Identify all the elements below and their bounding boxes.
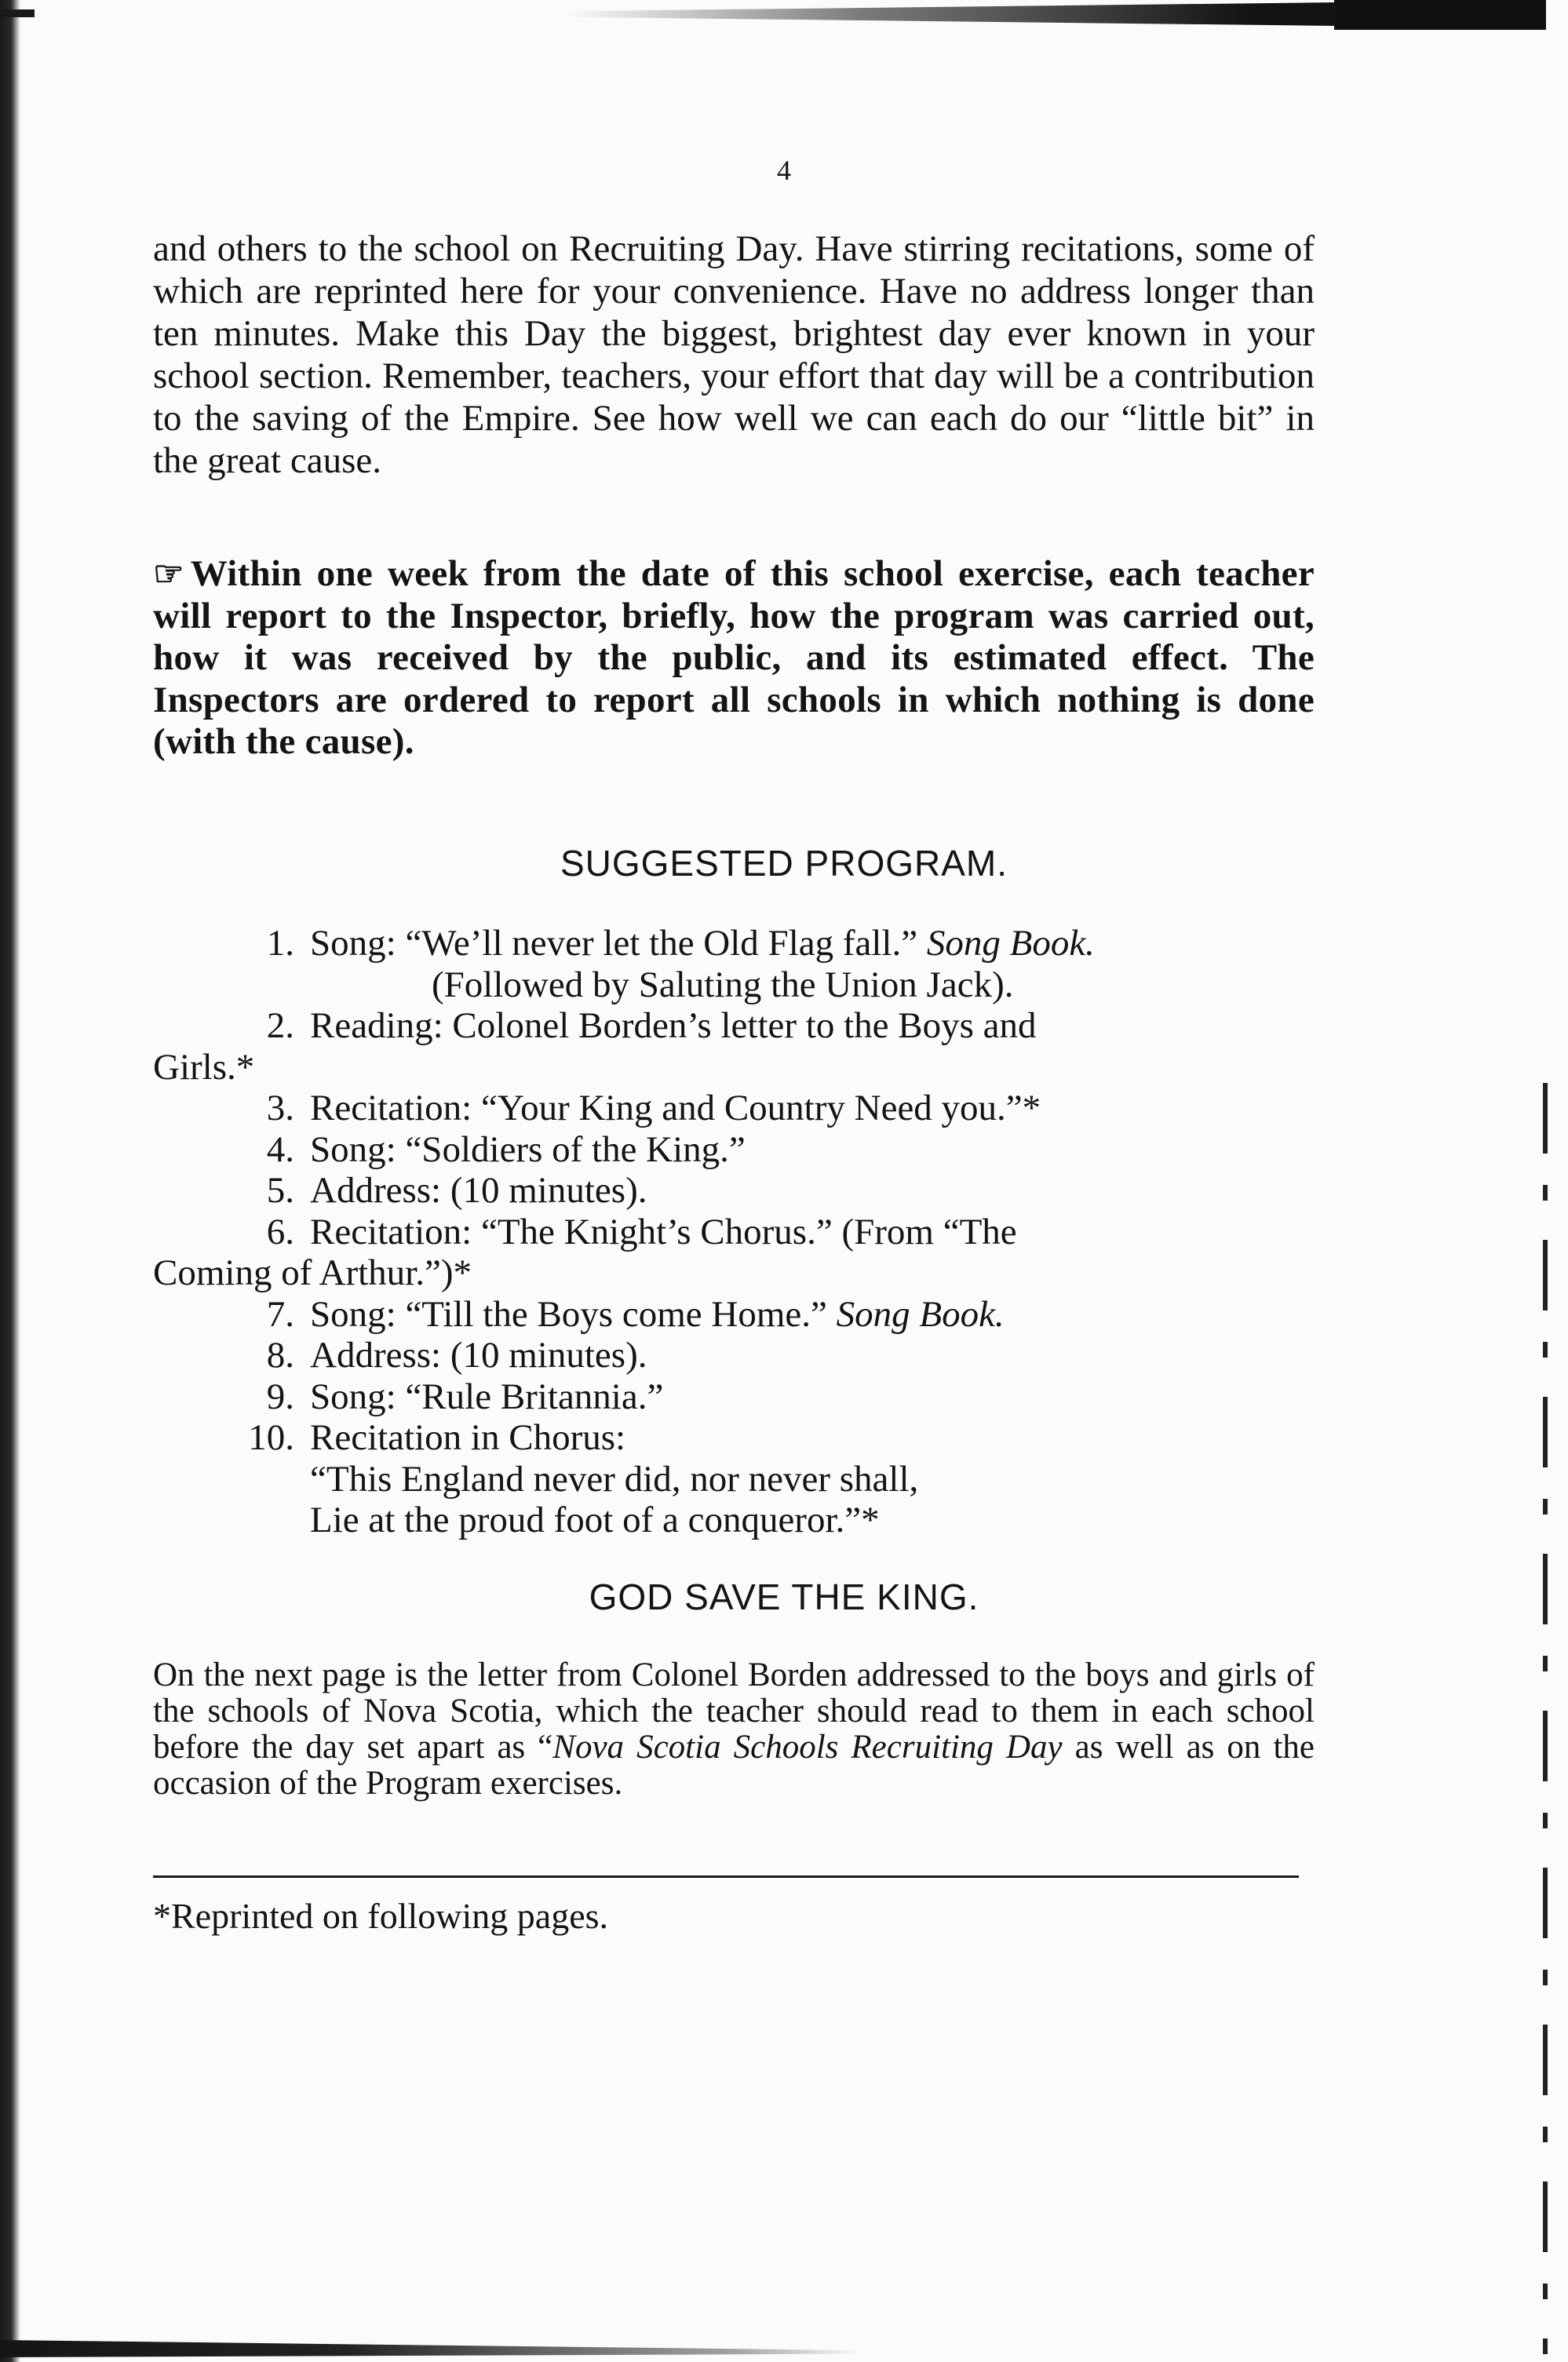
program-heading: SUGGESTED PROGRAM. [560, 843, 1008, 884]
program-item-text: Address: (10 minutes). [310, 1335, 647, 1376]
program-item-8 [153, 1335, 1315, 1376]
program-item-continuation: Girls.* [153, 1046, 255, 1088]
letter-note-day-name: Nova Scotia Schools Recruiting Day [552, 1729, 1063, 1766]
letter-note-text: On the next page is the letter from Colonel Borden addressed to the boys and girls of the schools of Nova Scotia, which the teacher should read to them in each school before the day set apart as “ [153, 1657, 1315, 1766]
program-item-text: Recitation in Chorus: [310, 1417, 626, 1458]
program-item-text: Recitation: “The Knight’s Chorus.” (From “The [310, 1211, 1017, 1252]
letter-note-paragraph [153, 1657, 1315, 1802]
program-item-number: 8. [266, 1335, 294, 1376]
scan-edge-left [0, 0, 20, 2362]
footnote-divider [153, 1875, 1299, 1878]
footnote: *Reprinted on following pages. [153, 1896, 609, 1936]
program-item-5 [153, 1170, 1315, 1212]
program-item-text: Recitation: “Your King and Country Need you.”* [310, 1088, 1041, 1128]
program-item-note: (Followed by Saluting the Union Jack). [432, 964, 1014, 1005]
program-item-9 [153, 1376, 1315, 1418]
program-item-3 [153, 1088, 1315, 1129]
closing-heading: GOD SAVE THE KING. [589, 1576, 979, 1617]
program-list [153, 923, 1315, 1541]
program-item-6 [153, 1212, 1315, 1294]
program-item-2 [153, 1005, 1315, 1088]
program-item-text: Address: (10 minutes). [310, 1170, 647, 1211]
pointing-hand-icon: ☞ [153, 555, 184, 593]
program-item-4 [153, 1129, 1315, 1171]
program-item-text: Song: “We’ll never let the Old Flag fall.” [310, 923, 918, 964]
program-item-1 [153, 923, 1315, 1005]
scan-edge-notch [0, 9, 35, 17]
program-item-text: Reading: Colonel Borden’s letter to the Boys and [310, 1005, 1037, 1046]
verse-line-2: Lie at the proud foot of a conqueror.”* [310, 1500, 880, 1540]
program-item-number: 9. [266, 1376, 294, 1417]
scan-edge-right [1543, 1083, 1548, 2354]
program-item-number: 5. [266, 1170, 294, 1211]
program-item-text: Song: “Soldiers of the King.” [310, 1128, 746, 1170]
program-item-7 [153, 1294, 1315, 1336]
program-item-text: Song: “Rule Britannia.” [310, 1376, 664, 1417]
program-item-continuation: Coming of Arthur.”)* [153, 1252, 472, 1293]
verse-line-1: “This England never did, nor never shall, [310, 1458, 919, 1500]
intro-paragraph: and others to the school on Recruiting Day. Have stirring recitations, some of which are reprinted here for your convenience. Have no address longer than ten minutes. Make this Day the biggest, brightest day ever known in your school section. Remember, teachers, your effort that day will be a contribution to the saving of the Empire. See how well we can each do our “little bit” in the great cause. [153, 228, 1315, 481]
program-item-source: Song Book. [926, 923, 1095, 964]
program-item-number: 7. [266, 1293, 294, 1335]
program-item-number: 2. [266, 1005, 294, 1046]
program-item-number: 10. [248, 1417, 294, 1458]
program-item-number: 1. [266, 923, 294, 964]
program-item-number: 4. [266, 1128, 294, 1170]
program-item-number: 3. [266, 1088, 294, 1128]
program-item-text: Song: “Till the Boys come Home.” [310, 1293, 827, 1335]
program-item-number: 6. [266, 1211, 294, 1252]
scan-edge-bottom [0, 2340, 863, 2357]
notice-text: Within one week from the date of this school exercise, each teacher will report to the Inspector, briefly, how the program was carried out, how it was received by the public, and its estimated effect. The Inspectors are ordered to report all schools in which nothing is done (with the cause). [153, 553, 1315, 762]
program-item-10 [153, 1417, 1315, 1541]
notice-paragraph [153, 553, 1315, 764]
letter-note-text-end: as well as on the occasion of the Program exercises. [153, 1729, 1315, 1802]
program-item-source: Song Book. [836, 1293, 1005, 1335]
page-number: 4 [777, 155, 791, 186]
scan-edge-top-dark [1334, 0, 1546, 30]
